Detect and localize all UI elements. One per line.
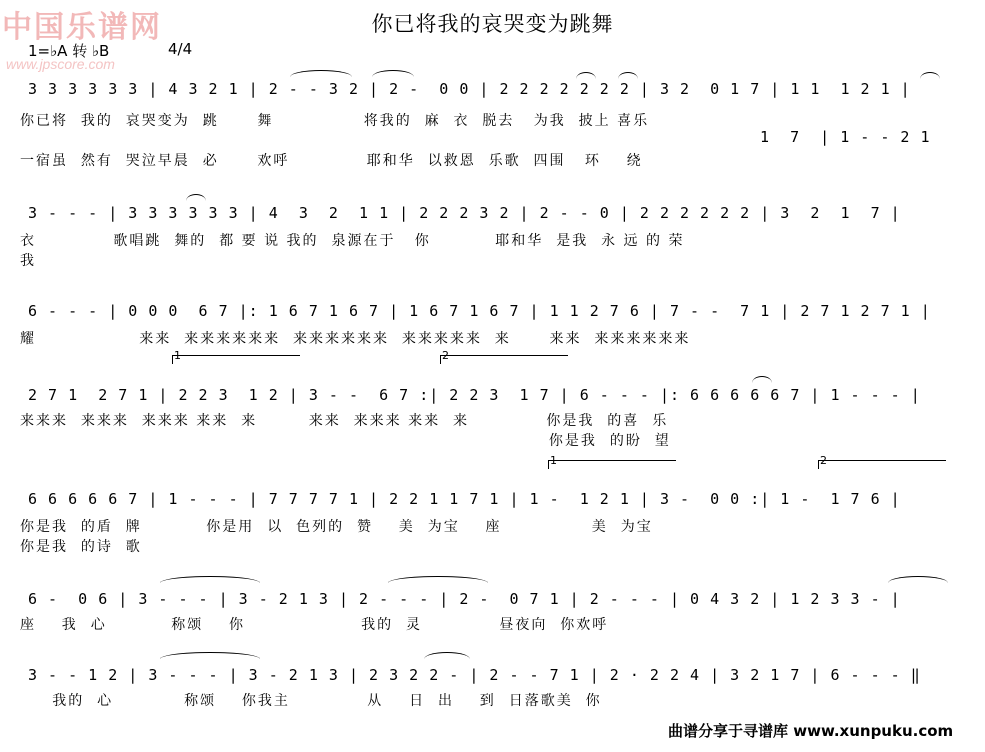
lyrics-row-6-line-1: 座 我 心 称颂 你 我的 灵 昼夜向 你欢呼 (20, 617, 609, 633)
volta-first-a (172, 349, 300, 364)
lyrics-row-4-line-2: 你是我 的盼 望 (20, 433, 671, 449)
notes-row-4: 2 7 1 2 7 1 | 2 2 3 1 2 | 3 - - 6 7 :| 2 2 3 1 7 | 6 - - - |: 6 6 6 6 6 7 | 1 - - - | (28, 386, 921, 404)
notes-row-1: 3 3 3 3 3 3 | 4 3 2 1 | 2 - - 3 2 | 2 - 0 0 | 2 2 2 2 2 2 2 | 3 2 0 1 7 | 1 1 1 2 1 | (28, 80, 911, 98)
volta-second-b-label: 2 (820, 454, 827, 467)
slur (388, 576, 488, 583)
notes-row-6: 6 - 0 6 | 3 - - - | 3 - 2 1 3 | 2 - - - | 2 - 0 7 1 | 2 - - - | 0 4 3 2 | 1 2 3 3 - | (28, 590, 901, 608)
volta-second-a (440, 349, 568, 364)
notes-row-3: 6 - - - | 0 0 0 6 7 |: 1 6 7 1 6 7 | 1 6 7 1 6 7 | 1 1 2 7 6 | 7 - - 7 1 | 2 7 1 2 7 1 | (28, 302, 931, 320)
volta-first-a-label: 1 (174, 349, 181, 362)
lyrics-row-2-line-2: 我 (20, 253, 36, 269)
slur (618, 72, 638, 79)
slur (186, 194, 206, 201)
lyrics-row-4-line-1: 来来来 来来来 来来来 来来 来 来来 来来来 来来 来 你是我 的喜 乐 (20, 413, 669, 429)
slur (888, 576, 948, 583)
key-signature: 1=♭A 转 ♭B (28, 42, 110, 60)
volta-first-b-label: 1 (550, 454, 557, 467)
volta-second-b (818, 454, 946, 469)
slur (920, 72, 940, 79)
slur (752, 376, 772, 383)
lyrics-row-5-line-2: 你是我 的诗 歌 (20, 539, 142, 555)
notes-row-7: 3 - - 1 2 | 3 - - - | 3 - 2 1 3 | 2 3 2 2 - | 2 - - 7 1 | 2 · 2 2 4 | 3 2 1 7 | 6 - - - ‖ (28, 666, 921, 684)
lyrics-row-3-line-1: 耀 来来 来来来来来来 来来来来来来 来来来来来 来 来来 来来来来来来 (20, 331, 691, 347)
slur (576, 72, 596, 79)
notes-row-2: 3 - - - | 3 3 3 3 3 3 | 4 3 2 1 1 | 2 2 2 3 2 | 2 - - 0 | 2 2 2 2 2 2 | 3 2 1 7 | (28, 204, 901, 222)
lyrics-row-1-line-1: 你已将 我的 哀哭变为 跳 舞 将我的 麻 衣 脱去 为我 披上 喜乐 (20, 113, 650, 129)
slur (160, 652, 260, 659)
footer-credit: 曲谱分享于寻谱库 www.xunpuku.com (668, 722, 954, 740)
watermark-url: www.jpscore.com (6, 56, 115, 72)
volta-first-b (548, 454, 676, 469)
volta-second-a-label: 2 (442, 349, 449, 362)
time-signature: 4/4 (168, 40, 193, 58)
lyrics-row-5-line-1: 你是我 的盾 牌 你是用 以 色列的 赞 美 为宝 座 美 为宝 (20, 519, 653, 535)
slur (424, 652, 470, 659)
slur (290, 70, 352, 77)
slur (372, 70, 414, 77)
lyrics-row-1-line-2: 一宿虽 然有 哭泣早晨 必 欢呼 耶和华 以救恩 乐歌 四围 环 绕 (20, 153, 643, 169)
slur (160, 576, 260, 583)
page-title: 你已将我的哀哭变为跳舞 (371, 12, 614, 36)
lyrics-row-7-line-1: 我的 心 称颂 你我主 从 日 出 到 日落歌美 你 (20, 693, 602, 709)
notes-row-5: 6 6 6 6 6 7 | 1 - - - | 7 7 7 7 1 | 2 2 1 1 7 1 | 1 - 1 2 1 | 3 - 0 0 :| 1 - 1 7 6 | (28, 490, 901, 508)
notes-row-1-extra: 1 7 | 1 - - 2 1 (760, 128, 931, 146)
watermark-logo: 中国乐谱网 (2, 10, 162, 45)
lyrics-row-2-line-1: 衣 歌唱跳 舞的 都 要 说 我的 泉源在于 你 耶和华 是我 永 远 的 荣 (20, 233, 685, 249)
